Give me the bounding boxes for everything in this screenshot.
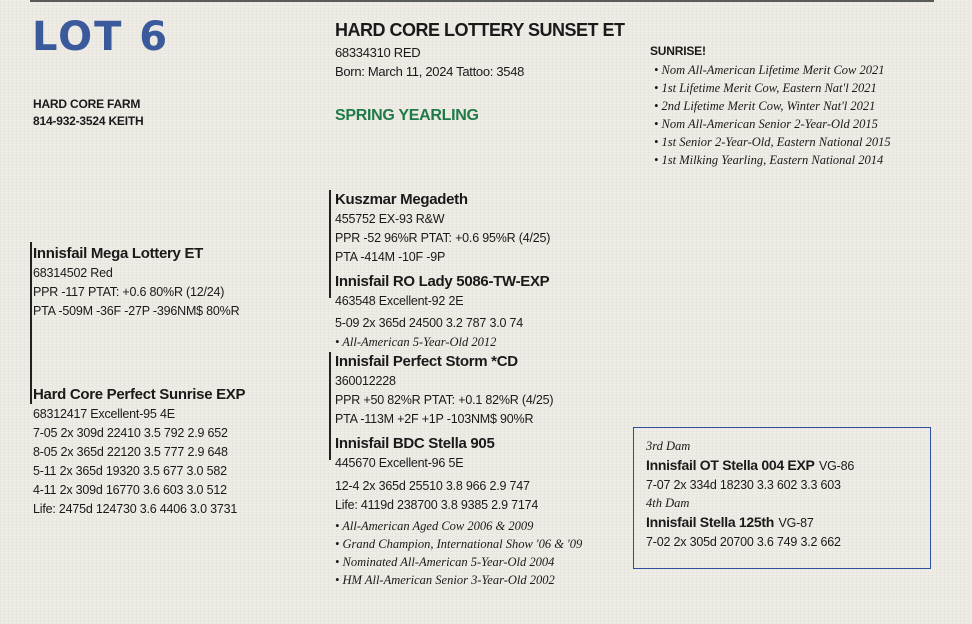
dam-dam-name: Innisfail BDC Stella 905 [335,435,495,452]
sire-line: PTA -509M -36F -27P -396NM$ 80%R [33,304,240,318]
dam-dam-line: 445670 Excellent-96 5E [335,456,464,470]
animal-reg: 68334310 RED [335,45,421,60]
dam-sire-block [335,352,553,429]
dam-line: 5-11 2x 365d 19320 3.5 677 3.0 582 [33,464,227,478]
sire-sire-block [335,190,550,267]
dam-dam-note: • Nominated All-American 5-Year-Old 2004 [335,555,555,569]
sunrise-note: • Nom All-American Lifetime Merit Cow 2021 [654,63,885,77]
dam-dam-note: • HM All-American Senior 3-Year-Old 2002 [335,573,555,587]
third-dam-title [646,455,854,476]
sunrise-note: • 1st Milking Yearling, Eastern National 2014 [654,153,884,167]
fourth-dam-score: VG-87 [778,516,814,530]
dam-dam-note: • All-American Aged Cow 2006 & 2009 [335,519,534,533]
sunrise-note: • 2nd Lifetime Merit Cow, Winter Nat'l 2021 [654,99,876,113]
third-dam-name: Innisfail OT Stella 004 EXP [646,457,815,473]
dam-dam-block [335,434,582,589]
dam-name: Hard Core Perfect Sunrise EXP [33,386,246,403]
sire-dam-line: 463548 Excellent-92 2E [335,294,464,308]
fourth-dam-title [646,512,854,533]
pedigree-bracket-dam [329,352,331,460]
dam-sire-line: PPR +50 82%R PTAT: +0.1 82%R (4/25) [335,393,554,407]
fourth-dam-name: Innisfail Stella 125th [646,514,774,530]
fourth-dam-label: 4th Dam [646,496,690,510]
dam-line: 8-05 2x 365d 22120 3.5 777 2.9 648 [33,445,228,459]
lot-title: LOT 6 [32,14,170,60]
top-rule [30,0,934,2]
animal-header [335,20,625,81]
dam-sire-line: PTA -113M +2F +1P -103NM$ 90%R [335,412,534,426]
sire-line: 68314502 Red [33,266,113,280]
third-dam-score: VG-86 [818,459,855,473]
dam-sire-name: Innisfail Perfect Storm *CD [335,353,518,370]
sunrise-block [650,44,891,169]
ancestor-dams-box [633,427,931,569]
third-dam-record: 7-07 2x 334d 18230 3.3 602 3.3 603 [646,478,841,492]
dam-block [33,385,245,519]
animal-name: HARD CORE LOTTERY SUNSET ET [335,20,625,40]
farm-info [33,96,143,130]
pedigree-bracket-left [30,242,32,404]
sunrise-heading: SUNRISE! [650,44,706,58]
sire-line: PPR -117 PTAT: +0.6 80%R (12/24) [33,285,225,299]
sire-dam-name: Innisfail RO Lady 5086-TW-EXP [335,273,550,290]
third-dam-label: 3rd Dam [646,439,691,453]
dam-dam-line: 12-4 2x 365d 25510 3.8 966 2.9 747 [335,479,530,493]
farm-name: HARD CORE FARM [33,97,141,111]
dam-dam-note: • Grand Champion, International Show '06 & '09 [335,537,583,551]
dam-line: 68312417 Excellent-95 4E [33,407,175,421]
sire-dam-line: 5-09 2x 365d 24500 3.2 787 3.0 74 [335,316,524,330]
farm-contact: 814-932-3524 KEITH [33,114,144,128]
sire-sire-line: PPR -52 96%R PTAT: +0.6 95%R (4/25) [335,231,551,245]
dam-line: 7-05 2x 309d 22410 3.5 792 2.9 652 [33,426,228,440]
sire-sire-line: 455752 EX-93 R&W [335,212,445,226]
sunrise-note: • Nom All-American Senior 2-Year-Old 2015 [654,117,878,131]
sire-sire-name: Kuszmar Megadeth [335,191,468,208]
animal-class: SPRING YEARLING [335,107,479,124]
sire-name: Innisfail Mega Lottery ET [33,245,204,262]
dam-line: 4-11 2x 309d 16770 3.6 603 3.0 512 [33,483,227,497]
dam-sire-line: 360012228 [335,374,396,388]
sire-dam-block [335,272,549,351]
dam-dam-line: Life: 4119d 238700 3.8 9385 2.9 7174 [335,498,539,512]
sire-dam-note: • All-American 5-Year-Old 2012 [335,335,497,349]
sire-block [33,244,239,321]
sunrise-note: • 1st Senior 2-Year-Old, Eastern National 2015 [654,135,891,149]
pedigree-bracket-sire [329,190,331,298]
dam-line: Life: 2475d 124730 3.6 4406 3.0 3731 [33,502,238,516]
fourth-dam-record: 7-02 2x 305d 20700 3.6 749 3.2 662 [646,535,841,549]
animal-born: Born: March 11, 2024 Tattoo: 3548 [335,64,525,79]
sire-sire-line: PTA -414M -10F -9P [335,250,446,264]
sunrise-note: • 1st Lifetime Merit Cow, Eastern Nat'l 2021 [654,81,877,95]
